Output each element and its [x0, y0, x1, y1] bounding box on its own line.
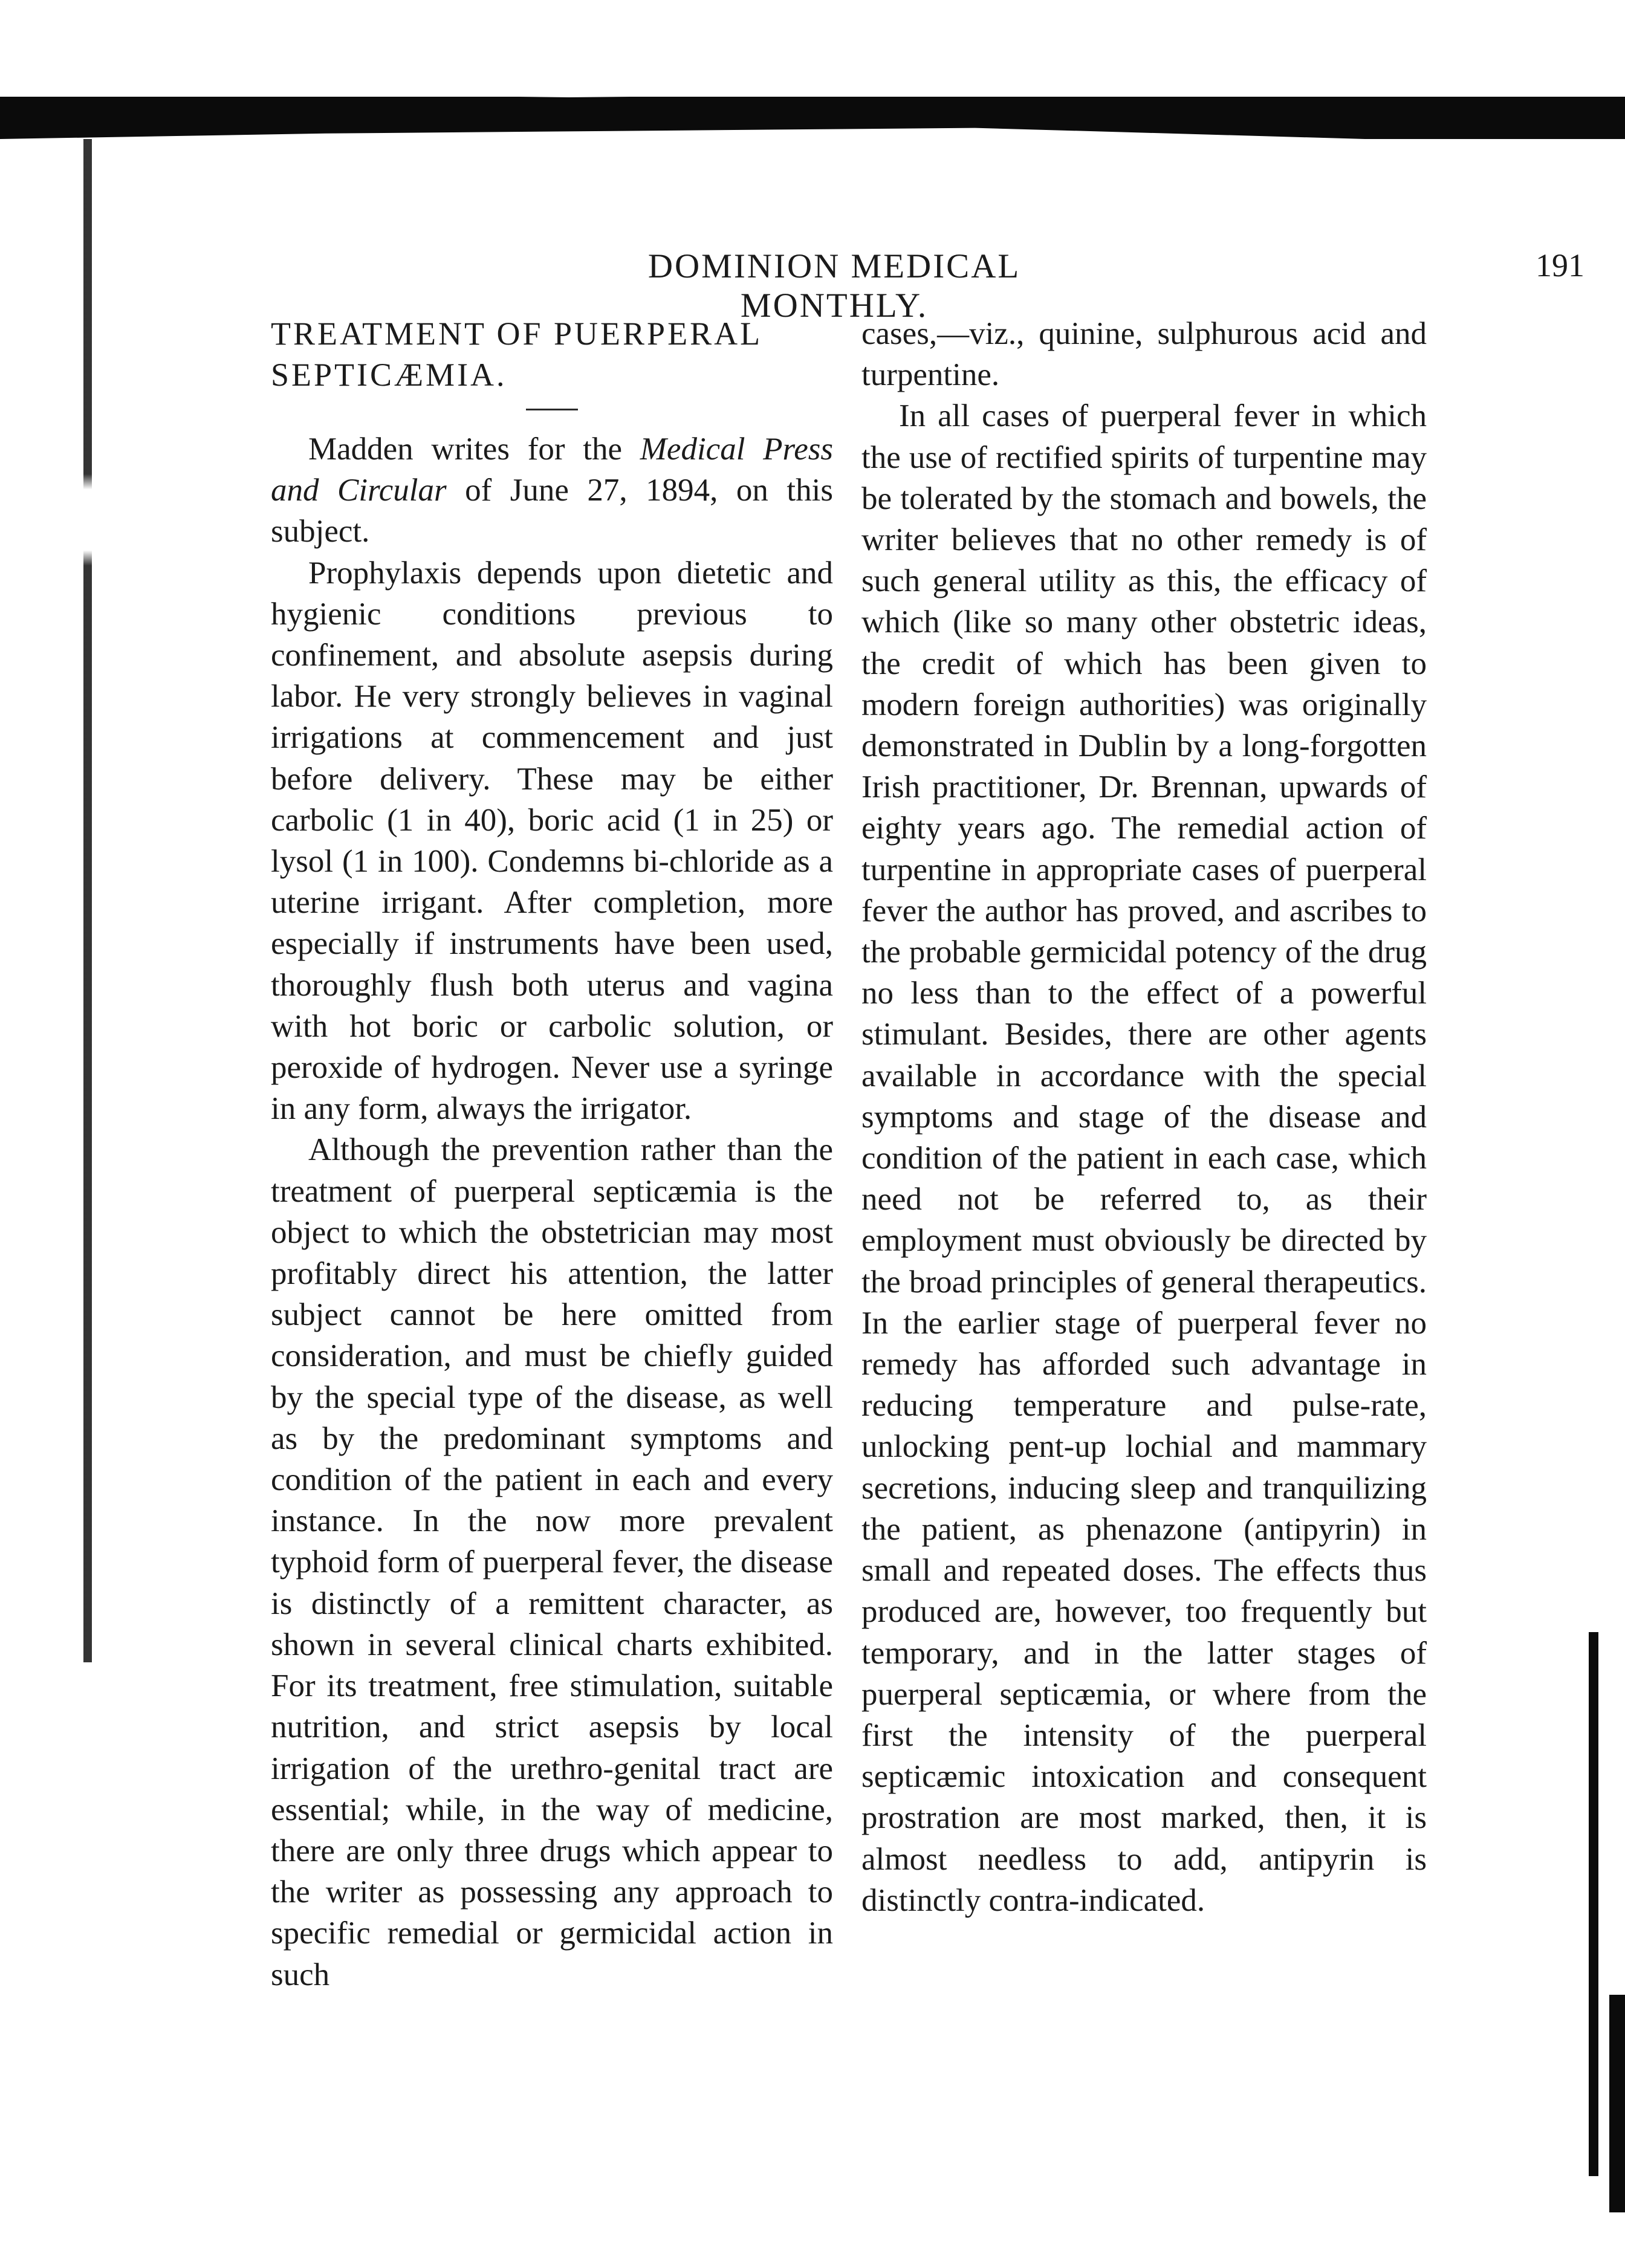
scan-border-right: [1589, 1632, 1598, 2176]
treatment-paragraph: Although the prevention rather than the treatment of puerperal septicæmia is the object to which the obstetrician may most profitably direct his attention, the latter subject cannot be here omitted from consideration, and must be chiefly guided by the special type of the disease, as well as by the predominant symptoms and condition of the patient in each and every instance. In the now more prevalent typhoid form of puerperal fever, the disease is distinctly of a remittent character, as shown in several clinical charts exhibited. For its treatment, free stimulation, suitable nutrition, and strict asepsis by local irrigation of the urethro-genital tract are essential; while, in the way of medicine, there are only three drugs which appear to the writer as possessing any approach to specific remedial or germicidal action in such: [271, 1132, 833, 1992]
title-rule: [526, 409, 578, 410]
scan-border-left: [83, 139, 92, 1662]
page-number: 191: [1536, 247, 1584, 284]
running-head: DOMINION MEDICAL MONTHLY.: [647, 247, 1021, 325]
continued-paragraph: cases,—viz., quinine, sulphurous acid and turpentine.: [861, 316, 1427, 393]
right-column: [861, 313, 1427, 1921]
intro-start: Madden writes for the: [308, 432, 640, 467]
intro-paragraph: [271, 429, 833, 552]
left-column: [271, 313, 833, 1995]
scan-border-right-lower: [1609, 1995, 1625, 2212]
turpentine-paragraph: In all cases of puerperal fever in which the use of rectified spirits of turpentine may be tolerated by the stomach and bowels, the writer believes that no other remedy is of such general utility as this, the efficacy of which (like so many other obstetric ideas, the credit of which has been given to modern foreign authorities) was originally demonstrated in Dublin by a long-forgotten Irish practitioner, Dr. Brennan, upwards of eighty years ago. The remedial action of turpentine in appropriate cases of puerperal fever the author has proved, and ascribes to the probable germicidal potency of the drug no less than to the effect of a powerful stimulant. Besides, there are other agents available in accordance with the special symptoms and stage of the disease and condition of the patient in each case, which need not be referred to, as their employment must obviously be directed by the broad principles of general therapeutics. In the earlier stage of puerperal fever no remedy has afforded such advantage in reducing temperature and pulse-rate, unlocking pent-up lochial and mammary secretions, inducing sleep and tranquilizing the patient, as phenazone (antipyrin) in small and repeated doses. The effects thus produced are, however, too frequently but temporary, and in the latter stages of puerperal septicæmia, or where from the first the intensity of the puerperal septicæmic intoxication and consequent prostration are most marked, then, it is almost needless to add, antipyrin is distinctly contra-indicated.: [861, 398, 1427, 1918]
article-title-line-2: SEPTICÆMIA.: [271, 357, 507, 393]
scan-margin-top: [0, 0, 1625, 97]
article-title-line-1: TREATMENT OF PUERPERAL: [271, 316, 763, 352]
prophylaxis-paragraph: Prophylaxis depends upon dietetic and hygienic conditions previous to confinement, and absolute asepsis during labor. He very strongly believes in vaginal irrigations at commencement and just before delivery. These may be either carbolic (1 in 40), boric acid (1 in 25) or lysol (1 in 100). Condemns bi-chloride as a uterine irrigant. After completion, more especially if instruments have been used, thoroughly flush both uterus and vagina with hot boric or carbolic solution, or peroxide of hydrogen. Never use a syringe in any form, always the irrigator.: [271, 555, 833, 1127]
intro-end: of June 27, 1894, on this subject.: [271, 473, 834, 549]
journal-reference: Medical Press and Circular: [271, 432, 833, 508]
